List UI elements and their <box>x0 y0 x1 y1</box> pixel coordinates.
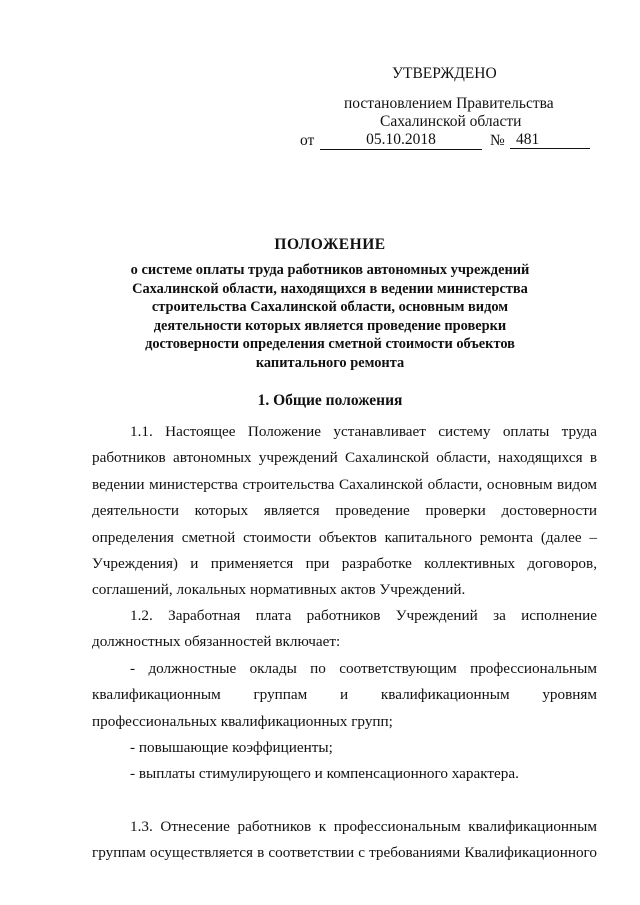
paragraph-1-1 <box>92 419 597 604</box>
list-item-text: - должностные оклады по соответствующим профессиональным квалификационным группам и квалификационным уровням профессиональных квалификационных групп; <box>92 660 597 730</box>
approval-region: Сахалинской области <box>380 113 522 130</box>
approved-label: УТВЕРЖДЕНО <box>392 65 497 82</box>
approval-date: 05.10.2018 <box>320 131 482 150</box>
approval-date-row <box>300 131 600 151</box>
paragraph-1-3 <box>92 814 597 867</box>
paragraph-text: 1.2. Заработная плата работников Учреждений за исполнение должностных обязанностей включает: <box>92 607 597 651</box>
paragraph-1-2 <box>92 603 597 656</box>
list-item-coefficients <box>92 735 597 761</box>
document-subtitle: о системе оплаты труда работников автономных учреждений Сахалинской области, находящихся в ведении министерства строительства Сахалинской области, основным видом деятельности которых является проведение проверки достоверности определения сметной стоимости объектов капитального ремонта <box>130 262 530 371</box>
document-title: ПОЛОЖЕНИЕ <box>274 236 386 253</box>
list-item-salaries <box>92 656 597 735</box>
list-item-payments <box>92 761 597 787</box>
list-item-text: - повышающие коэффициенты; <box>130 739 333 756</box>
date-prefix: от <box>300 132 315 149</box>
approval-authority: постановлением Правительства <box>344 95 554 112</box>
paragraph-text: 1.1. Настоящее Положение устанавливает систему оплаты труда работников автономных учреждений Сахалинской области, находящихся в ведении министерства строительства Сахалинской области, основным видом деятельности которых является проведение проверки достоверности определения сметной стоимости объектов капитального ремонта (далее – Учреждения) и применяется при разработке коллективных договоров, соглашений, локальных нормативных актов Учреждений. <box>92 423 597 599</box>
number-label: № <box>490 132 505 149</box>
list-item-text: - выплаты стимулирующего и компенсационного характера. <box>130 765 519 782</box>
approval-number: 481 <box>510 131 590 149</box>
paragraph-text: 1.3. Отнесение работников к профессиональным квалификационным группам осуществляется в соответствии с требованиями Квалификационного <box>92 818 597 862</box>
section-heading: 1. Общие положения <box>257 392 403 409</box>
